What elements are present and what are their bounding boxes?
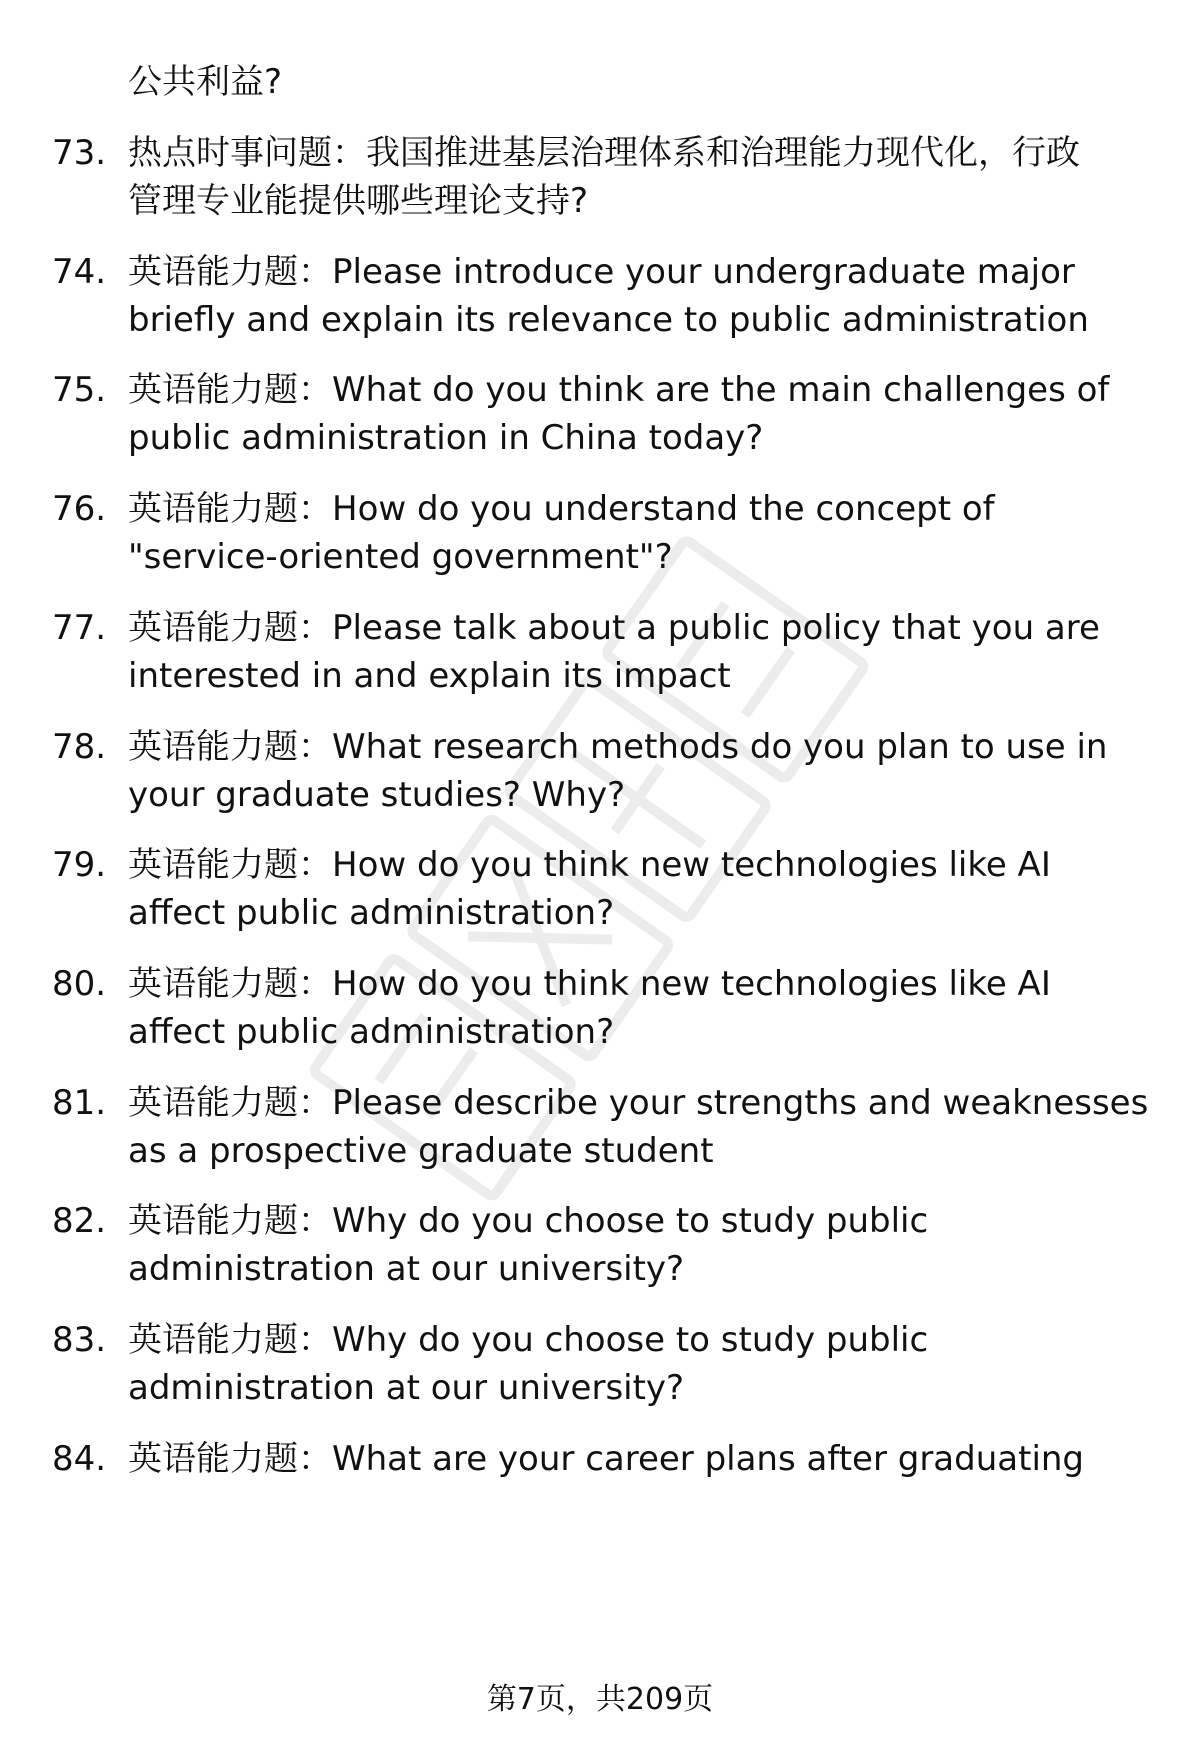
item-text-line: 英语能力题：Please introduce your undergraduate major xyxy=(128,251,1075,292)
item-text xyxy=(128,1435,1178,1483)
item-text-line: administration at our university? xyxy=(128,1368,685,1408)
item-number: 81. xyxy=(52,1082,107,1123)
item-text-line: administration at our university? xyxy=(128,1249,685,1290)
item-text xyxy=(128,604,1178,700)
item-text-line: affect public administration? xyxy=(128,1011,615,1052)
item-text xyxy=(128,723,1178,819)
item-number: 79. xyxy=(52,845,107,886)
item-number: 82. xyxy=(52,1201,107,1242)
item-text-line: your graduate studies? Why? xyxy=(128,774,626,815)
item-text xyxy=(128,485,1178,581)
item-text xyxy=(128,1197,1178,1293)
item-text-line: 管理专业能提供哪些理论支持? xyxy=(128,181,589,221)
item-text xyxy=(128,129,1178,225)
item-text-line: public administration in China today? xyxy=(128,418,764,459)
item-text-line: "service-oriented government"? xyxy=(128,537,673,578)
item-text-line: 英语能力题：What are your career plans after graduating xyxy=(128,1438,1085,1479)
item-text-line: 英语能力题：Why do you choose to study public xyxy=(128,1201,929,1242)
item-number: 78. xyxy=(52,726,107,767)
item-number: 74. xyxy=(52,251,107,292)
item-text-line: 英语能力题：What research methods do you plan to use in xyxy=(128,726,1108,767)
item-number: 77. xyxy=(52,607,107,648)
item-text xyxy=(128,960,1178,1056)
item-text-line: 英语能力题：Please describe your strengths and weaknesses xyxy=(128,1082,1149,1123)
item-text-line: 英语能力题：Please talk about a public policy that you are xyxy=(128,607,1100,648)
item-text-line: 英语能力题：How do you think new technologies like AI xyxy=(128,845,1051,886)
item-text-line: briefly and explain its relevance to public administration xyxy=(128,299,1089,340)
item-text xyxy=(128,1079,1178,1175)
item-text xyxy=(128,248,1178,344)
item-text-line: affect public administration? xyxy=(128,893,615,934)
item-text-line: 英语能力题：How do you think new technologies like AI xyxy=(128,963,1051,1004)
item-text xyxy=(128,366,1178,462)
item-text-line: as a prospective graduate student xyxy=(128,1130,714,1171)
item-text-line: 英语能力题：How do you understand the concept of xyxy=(128,489,995,530)
item-text-line: 英语能力题：Why do you choose to study public xyxy=(128,1320,929,1360)
page-footer: 第7页，共209页 xyxy=(486,1682,714,1717)
item-number: 76. xyxy=(52,489,107,530)
item-text-line: 热点时事问题：我国推进基层治理体系和治理能力现代化，行政 xyxy=(128,133,1080,173)
item-text-line: 英语能力题：What do you think are the main challenges of xyxy=(128,370,1110,411)
item-number: 83. xyxy=(52,1320,107,1360)
item-text xyxy=(128,1316,1178,1412)
item-text-line: interested in and explain its impact xyxy=(128,655,731,696)
item-number: 75. xyxy=(52,370,107,411)
item-number: 73. xyxy=(52,133,107,173)
item-number: 80. xyxy=(52,963,107,1004)
item-text xyxy=(128,841,1178,937)
continuation-text: 公共利益? xyxy=(128,62,283,102)
item-number: 84. xyxy=(52,1438,107,1479)
